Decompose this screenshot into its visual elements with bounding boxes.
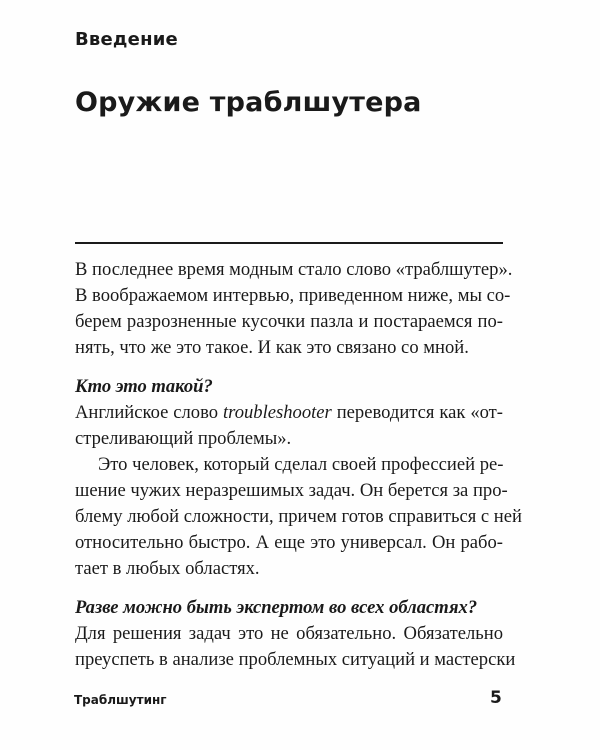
page-number: 5 bbox=[490, 688, 502, 708]
answer-line: преуспеть в анализе проблемных ситуаций и мастерски bbox=[75, 649, 516, 670]
section-label: Введение bbox=[75, 29, 178, 50]
intro-line: нять, что же это такое. И как это связано со мной. bbox=[75, 337, 469, 358]
title-divider bbox=[75, 242, 503, 244]
answer-line: Для решения задач это не обязательно. Обязательно bbox=[75, 623, 503, 644]
chapter-title: Оружие траблшутера bbox=[75, 87, 422, 118]
answer-text: Английское слово bbox=[75, 402, 223, 423]
english-term: troubleshooter bbox=[222, 402, 332, 423]
answer-line: шение чужих неразрешимых задач. Он берется за про- bbox=[75, 480, 508, 501]
question-heading: Кто это такой? bbox=[75, 376, 213, 397]
intro-line: В последнее время модным стало слово «траблшутер». bbox=[75, 259, 513, 280]
answer-line: Это человек, который сделал своей профессией ре- bbox=[98, 454, 504, 475]
intro-line: В воображаемом интервью, приведенном ниже, мы со- bbox=[75, 285, 511, 306]
question-heading: Разве можно быть экспертом во всех областях? bbox=[75, 597, 478, 618]
intro-line: берем разрозненные кусочки пазла и постараемся по- bbox=[75, 311, 503, 332]
answer-line: стреливающий проблемы». bbox=[75, 428, 292, 449]
answer-text: переводится как «от- bbox=[331, 402, 503, 423]
running-footer-title: Траблшутинг bbox=[74, 693, 167, 707]
answer-line: тает в любых областях. bbox=[75, 558, 260, 579]
answer-line: относительно быстро. А еще это универсал. Он рабо- bbox=[75, 532, 503, 553]
answer-line: блему любой сложности, причем готов справиться с ней bbox=[75, 506, 522, 527]
answer-line bbox=[75, 400, 503, 426]
